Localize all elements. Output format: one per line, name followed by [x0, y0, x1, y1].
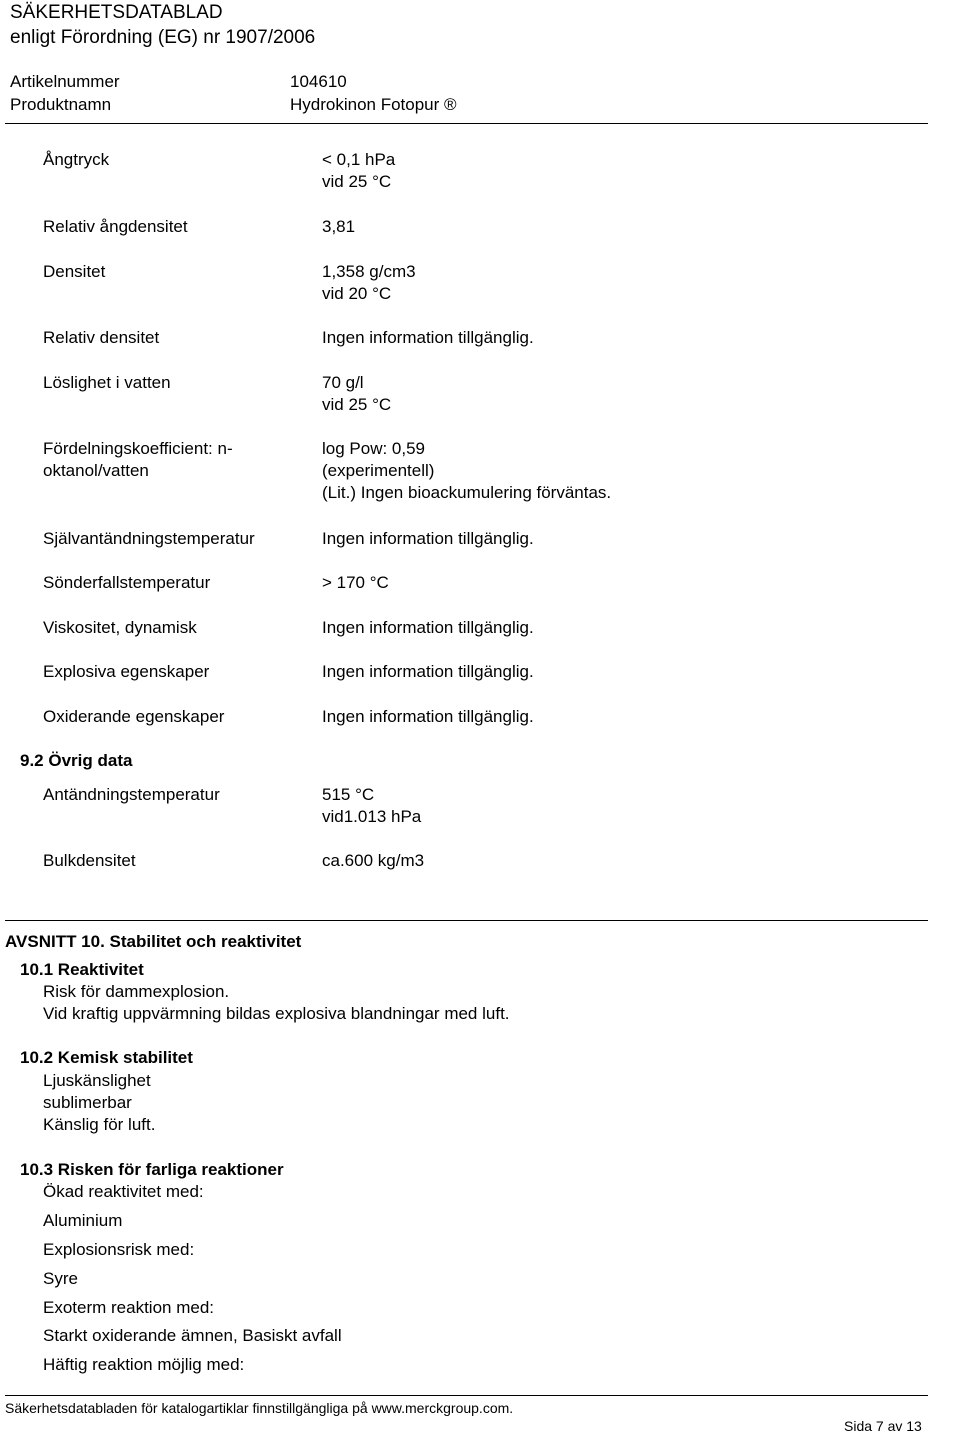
text-line: Explosionsrisk med:	[43, 1240, 195, 1259]
section-9-2-heading: 9.2 Övrig data	[20, 751, 133, 770]
property-label: Löslighet i vatten	[43, 373, 171, 392]
property-value: vid1.013 hPa	[322, 807, 422, 826]
text-line: Häftig reaktion möjlig med:	[43, 1355, 245, 1374]
text-line: Syre	[43, 1269, 78, 1288]
property-value: 1,358 g/cm3	[322, 262, 416, 281]
property-label: Oxiderande egenskaper	[43, 707, 225, 726]
property-label: Antändningstemperatur	[43, 785, 220, 804]
property-label: Bulkdensitet	[43, 851, 136, 870]
document-title: SÄKERHETSDATABLAD	[10, 2, 223, 23]
property-label: Ångtryck	[43, 150, 110, 169]
property-value: Ingen information tillgänglig.	[322, 707, 534, 726]
text-line: Känslig för luft.	[43, 1115, 156, 1134]
property-value: (experimentell)	[322, 461, 435, 480]
section-10-3-heading: 10.3 Risken för farliga reaktioner	[20, 1160, 284, 1179]
property-label: Fördelningskoefficient: n-	[43, 439, 233, 458]
section-divider	[5, 920, 928, 921]
property-value: Ingen information tillgänglig.	[322, 618, 534, 637]
property-value: vid 25 °C	[322, 395, 392, 414]
footer-divider	[5, 1395, 928, 1396]
property-label: Sönderfallstemperatur	[43, 573, 211, 592]
property-value: 3,81	[322, 217, 356, 236]
property-value: vid 25 °C	[322, 172, 392, 191]
property-value: 515 °C	[322, 785, 375, 804]
text-line: Vid kraftig uppvärmning bildas explosiva blandningar med luft.	[43, 1004, 510, 1023]
section-10-2-heading: 10.2 Kemisk stabilitet	[20, 1048, 193, 1067]
property-value: ca.600 kg/m3	[322, 851, 425, 870]
text-line: sublimerbar	[43, 1093, 132, 1112]
product-name-value: Hydrokinon Fotopur ®	[290, 95, 457, 114]
property-value: > 170 °C	[322, 573, 389, 592]
footer-text: Säkerhetsdatabladen för katalogartiklar finnstillgängliga på www.merckgroup.com.	[5, 1400, 514, 1416]
property-value: (Lit.) Ingen bioackumulering förväntas.	[322, 483, 612, 502]
property-value: 70 g/l	[322, 373, 364, 392]
section-10-1-heading: 10.1 Reaktivitet	[20, 960, 144, 979]
property-value: < 0,1 hPa	[322, 150, 396, 169]
property-label: Relativ ångdensitet	[43, 217, 188, 236]
section-10-title: AVSNITT 10. Stabilitet och reaktivitet	[5, 932, 302, 951]
text-line: Risk för dammexplosion.	[43, 982, 230, 1001]
regulation-line: enligt Förordning (EG) nr 1907/2006	[10, 27, 316, 48]
text-line: Ökad reaktivitet med:	[43, 1182, 204, 1201]
property-value: log Pow: 0,59	[322, 439, 426, 458]
property-value: vid 20 °C	[322, 284, 392, 303]
page-number: Sida 7 av 13	[844, 1418, 922, 1434]
article-number-label: Artikelnummer	[10, 72, 120, 91]
text-line: Ljuskänslighet	[43, 1071, 151, 1090]
property-label: Självantändningstemperatur	[43, 529, 255, 548]
text-line: Aluminium	[43, 1211, 123, 1230]
property-value: Ingen information tillgänglig.	[322, 328, 534, 347]
property-label: Explosiva egenskaper	[43, 662, 210, 681]
article-number-value: 104610	[290, 72, 347, 91]
property-value: Ingen information tillgänglig.	[322, 529, 534, 548]
property-label: oktanol/vatten	[43, 461, 149, 480]
text-line: Starkt oxiderande ämnen, Basiskt avfall	[43, 1326, 342, 1345]
text-line: Exoterm reaktion med:	[43, 1298, 215, 1317]
property-label: Densitet	[43, 262, 106, 281]
header-divider	[5, 123, 928, 124]
property-label: Viskositet, dynamisk	[43, 618, 197, 637]
product-name-label: Produktnamn	[10, 95, 112, 114]
property-value: Ingen information tillgänglig.	[322, 662, 534, 681]
property-label: Relativ densitet	[43, 328, 160, 347]
